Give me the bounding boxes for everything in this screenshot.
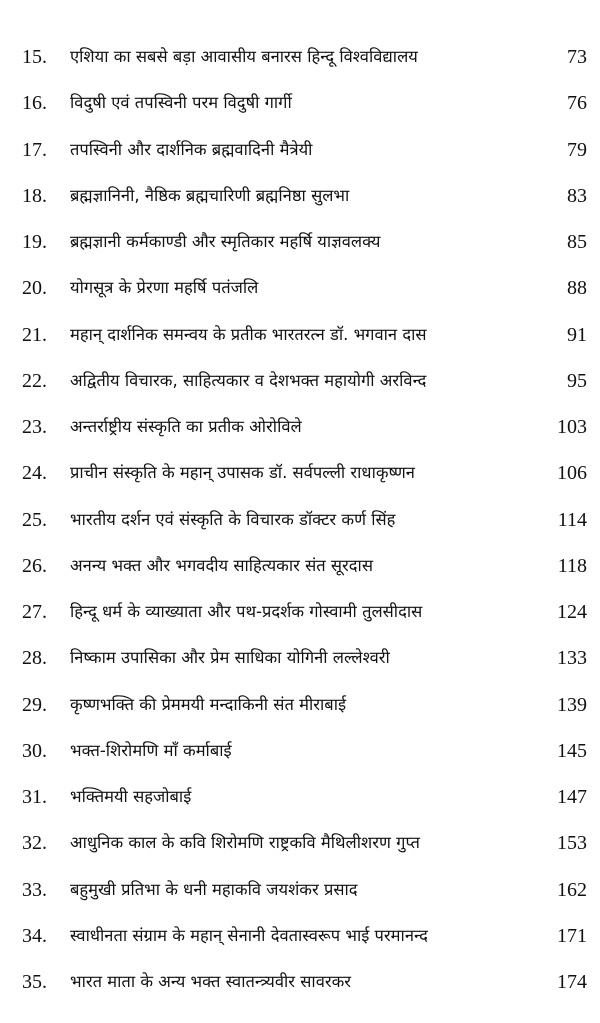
toc-entry-title: आधुनिक काल के कवि शिरोमणि राष्ट्रकवि मैथिलीशरण गुप्त <box>70 833 420 853</box>
toc-entry-number: 18. <box>22 184 47 207</box>
toc-entry <box>0 450 600 496</box>
toc-entry-page-number: 73 <box>567 46 587 68</box>
toc-entry-number: 19. <box>22 231 47 253</box>
toc-entry-page-number: 114 <box>557 508 587 531</box>
toc-entry-page-number: 147 <box>557 786 587 808</box>
toc-entry-page-number: 171 <box>557 924 587 947</box>
toc-entry-page-number: 95 <box>567 369 587 392</box>
toc-entry-number: 32. <box>22 832 47 855</box>
toc-entry-number: 31. <box>22 786 47 808</box>
toc-entry-title: अन्तर्राष्ट्रीय संस्कृति का प्रतीक ओरोविले <box>70 417 302 436</box>
toc-entry-title: तपस्विनी और दार्शनिक ब्रह्मवादिनी मैत्रेयी <box>70 139 313 159</box>
toc-entry-number: 22. <box>22 369 47 392</box>
toc-entry-number: 26. <box>22 554 47 577</box>
toc-entry <box>0 774 600 820</box>
toc-entry-number: 25. <box>22 508 47 531</box>
toc-entry-page-number: 91 <box>567 323 587 346</box>
toc-entry-title: कृष्णभक्ति की प्रेममयी मन्दाकिनी संत मीराबाई <box>70 694 347 714</box>
toc-entry <box>0 404 600 450</box>
toc-entry-number: 27. <box>22 601 47 623</box>
toc-entry <box>0 497 600 543</box>
toc-entry-page-number: 153 <box>557 832 587 855</box>
toc-entry-number: 30. <box>22 739 47 762</box>
toc-entry-title: एशिया का सबसे बड़ा आवासीय बनारस हिन्दू विश्वविद्यालय <box>70 47 418 66</box>
toc-entry-page-number: 79 <box>567 138 587 161</box>
toc-entry <box>0 913 600 959</box>
toc-entry-title: भक्तिमयी सहजोबाई <box>70 787 192 806</box>
table-of-contents <box>0 34 600 1005</box>
toc-entry-page-number: 76 <box>567 92 587 115</box>
toc-entry-page-number: 88 <box>567 277 587 300</box>
toc-entry-page-number: 83 <box>567 184 587 207</box>
toc-entry-page-number: 106 <box>557 462 587 485</box>
toc-entry-page-number: 133 <box>557 647 587 670</box>
toc-entry <box>0 80 600 126</box>
toc-entry-title: महान् दार्शनिक समन्वय के प्रतीक भारतरत्न डॉ. भगवान दास <box>70 324 427 344</box>
toc-entry-number: 20. <box>22 277 47 300</box>
toc-entry-title: स्वाधीनता संग्राम के महान् सेनानी देवतास्वरूप भाई परमानन्द <box>70 925 428 945</box>
toc-entry <box>0 820 600 866</box>
toc-entry-title: भारत माता के अन्य भक्त स्वातन्त्र्यवीर सावरकर <box>70 972 352 991</box>
toc-entry <box>0 682 600 728</box>
toc-entry-number: 23. <box>22 416 47 438</box>
toc-entry <box>0 265 600 311</box>
toc-entry-title: हिन्दू धर्म के व्याख्याता और पथ-प्रदर्शक गोस्वामी तुलसीदास <box>70 602 423 621</box>
toc-entry-number: 15. <box>22 46 47 68</box>
toc-entry <box>0 127 600 173</box>
toc-entry-title: ब्रह्मज्ञानी कर्मकाण्डी और स्मृतिकार महर्षि याज्ञवलक्य <box>70 232 381 251</box>
toc-entry <box>0 173 600 219</box>
toc-entry-page-number: 118 <box>557 554 587 577</box>
toc-entry <box>0 867 600 913</box>
toc-entry-number: 34. <box>22 924 47 947</box>
toc-entry <box>0 635 600 681</box>
toc-entry-title: भारतीय दर्शन एवं संस्कृति के विचारक डॉक्टर कर्ण सिंह <box>70 509 396 529</box>
toc-entry-title: अनन्य भक्त और भगवदीय साहित्यकार संत सूरदास <box>70 555 373 575</box>
toc-entry-title: निष्काम उपासिका और प्रेम साधिका योगिनी लल्लेश्वरी <box>70 648 390 668</box>
toc-entry-page-number: 124 <box>557 601 587 623</box>
toc-entry-number: 33. <box>22 878 47 901</box>
toc-entry-number: 24. <box>22 462 47 485</box>
toc-entry <box>0 34 600 80</box>
toc-entry-title: अद्वितीय विचारक, साहित्यकार व देशभक्त महायोगी अरविन्द <box>70 370 427 390</box>
toc-entry <box>0 358 600 404</box>
toc-entry-title: भक्त-शिरोमणि माँ कर्माबाई <box>70 740 232 760</box>
toc-entry-page-number: 145 <box>557 739 587 762</box>
toc-entry <box>0 219 600 265</box>
toc-entry-number: 28. <box>22 647 47 670</box>
toc-entry-page-number: 85 <box>567 231 587 253</box>
toc-entry-title: प्राचीन संस्कृति के महान् उपासक डॉ. सर्वपल्ली राधाकृष्णन <box>70 463 415 483</box>
toc-entry-title: योगसूत्र के प्रेरणा महर्षि पतंजलि <box>70 278 259 298</box>
toc-entry-number: 16. <box>22 92 47 115</box>
toc-entry-page-number: 139 <box>557 693 587 716</box>
toc-entry-title: ब्रह्मज्ञानिनी, नैष्ठिक ब्रह्मचारिणी ब्रह्मनिष्ठा सुलभा <box>70 185 350 205</box>
toc-entry-number: 35. <box>22 971 47 993</box>
toc-entry-page-number: 174 <box>557 971 587 993</box>
toc-entry-page-number: 162 <box>557 878 587 901</box>
toc-entry-title: बहुमुखी प्रतिभा के धनी महाकवि जयशंकर प्रसाद <box>70 879 358 899</box>
toc-entry-number: 17. <box>22 138 47 161</box>
toc-entry-title: विदुषी एवं तपस्विनी परम विदुषी गार्गी <box>70 93 292 113</box>
toc-entry <box>0 959 600 1005</box>
toc-entry-page-number: 103 <box>557 416 587 438</box>
toc-entry <box>0 543 600 589</box>
toc-entry <box>0 728 600 774</box>
toc-entry <box>0 312 600 358</box>
toc-entry-number: 29. <box>22 693 47 716</box>
toc-entry <box>0 589 600 635</box>
toc-entry-number: 21. <box>22 323 47 346</box>
